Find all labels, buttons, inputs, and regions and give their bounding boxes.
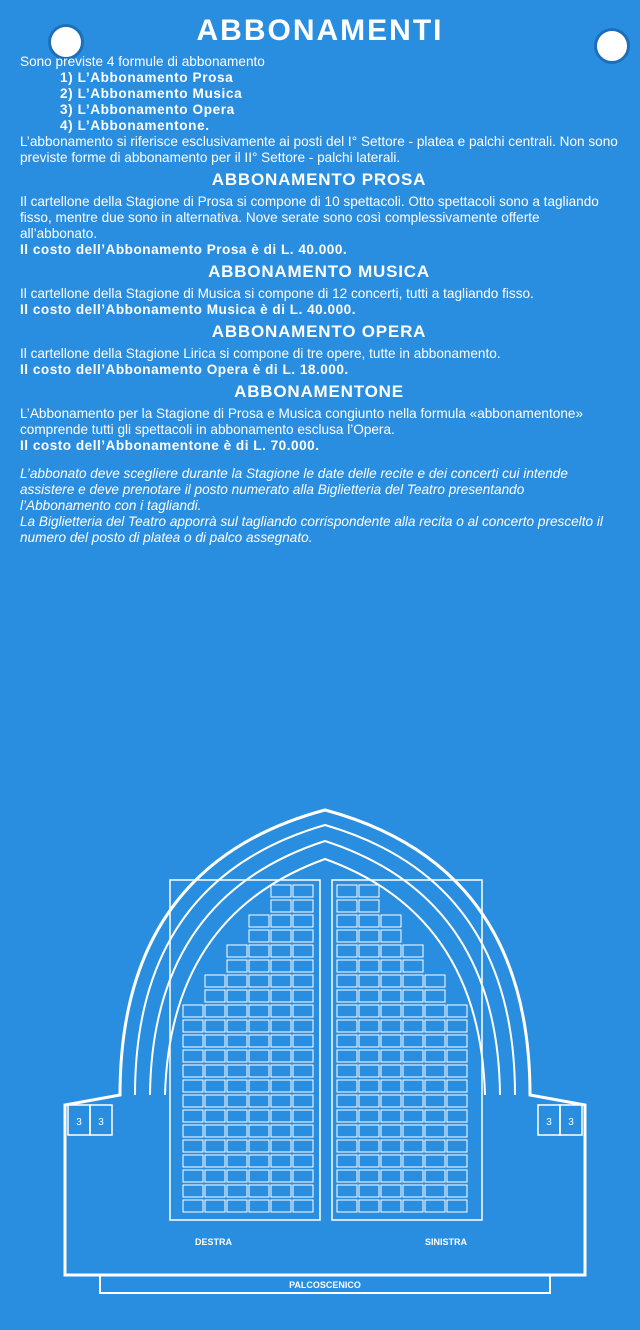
seat <box>447 1095 467 1107</box>
theatre-seating-plan <box>60 805 590 1300</box>
seat <box>381 960 401 972</box>
seat <box>227 1185 247 1197</box>
seat <box>183 1140 203 1152</box>
seat <box>271 1020 291 1032</box>
seat <box>249 1110 269 1122</box>
seat <box>337 915 357 927</box>
seat <box>293 930 313 942</box>
seat <box>447 1155 467 1167</box>
seat <box>447 1005 467 1017</box>
seat <box>381 1005 401 1017</box>
seat <box>381 1095 401 1107</box>
seat <box>271 1095 291 1107</box>
section-text: Il cartellone della Stagione di Musica si compone di 12 concerti, tutti a tagliando fisso. <box>20 286 534 301</box>
seat <box>271 1185 291 1197</box>
seat <box>381 975 401 987</box>
seat <box>403 1200 423 1212</box>
seat <box>403 1110 423 1122</box>
seat <box>403 960 423 972</box>
seat <box>227 1020 247 1032</box>
seat <box>227 1110 247 1122</box>
seat <box>337 1095 357 1107</box>
seat <box>293 1080 313 1092</box>
seat <box>337 1005 357 1017</box>
seat <box>359 1170 379 1182</box>
seat <box>337 1035 357 1047</box>
seat <box>249 990 269 1002</box>
seat <box>337 1065 357 1077</box>
seat <box>183 1065 203 1077</box>
seat <box>425 990 445 1002</box>
seat <box>337 885 357 897</box>
seat <box>293 1035 313 1047</box>
seat <box>337 1140 357 1152</box>
seat <box>359 1140 379 1152</box>
seat <box>425 1005 445 1017</box>
seat <box>425 1050 445 1062</box>
seat <box>381 930 401 942</box>
seat <box>249 1155 269 1167</box>
seat <box>293 1200 313 1212</box>
seat <box>293 1065 313 1077</box>
right-side-label: SINISTRA <box>425 1237 468 1247</box>
seat <box>205 1020 225 1032</box>
seat <box>359 1095 379 1107</box>
page-title: ABBONAMENTI <box>196 14 444 47</box>
seat <box>403 1050 423 1062</box>
seat <box>447 1110 467 1122</box>
seat <box>293 915 313 927</box>
seat <box>293 990 313 1002</box>
seat <box>293 1170 313 1182</box>
seat <box>359 1200 379 1212</box>
seat <box>271 945 291 957</box>
seat <box>403 1035 423 1047</box>
seat <box>337 1185 357 1197</box>
seat <box>337 1110 357 1122</box>
seat <box>293 1155 313 1167</box>
section-text: L’Abbonamento per la Stagione di Prosa e Musica congiunto nella formula «abbonamentone» comprende tutti gli spettacoli in abbonamento esclusa l’Opera. <box>20 406 584 437</box>
seat <box>425 1035 445 1047</box>
seat <box>249 1185 269 1197</box>
box-tier-inner <box>165 859 485 1095</box>
seat <box>381 1200 401 1212</box>
content <box>20 54 618 546</box>
seat <box>205 990 225 1002</box>
seat <box>227 945 247 957</box>
seat <box>271 1140 291 1152</box>
seat <box>227 1005 247 1017</box>
seat <box>227 975 247 987</box>
seat <box>359 990 379 1002</box>
seat <box>271 990 291 1002</box>
seat <box>293 1050 313 1062</box>
seat <box>447 1185 467 1197</box>
seat <box>425 975 445 987</box>
list-item: 1) L’Abbonamento Prosa <box>60 70 234 85</box>
formule-list <box>60 70 618 134</box>
seat <box>271 975 291 987</box>
seat <box>359 945 379 957</box>
seat <box>359 900 379 912</box>
seat <box>381 1155 401 1167</box>
seat <box>403 1020 423 1032</box>
seat <box>227 1200 247 1212</box>
seat <box>227 1065 247 1077</box>
section-heading: ABBONAMENTO OPERA <box>211 322 427 341</box>
section-cost: Il costo dell’Abbonamentone è di L. 70.000. <box>20 438 320 453</box>
seat <box>403 1005 423 1017</box>
seat <box>271 1035 291 1047</box>
seat <box>249 1170 269 1182</box>
seat <box>359 1155 379 1167</box>
seat <box>403 1155 423 1167</box>
side-box-number: 3 <box>76 1117 82 1128</box>
seat <box>183 1050 203 1062</box>
seat <box>403 1140 423 1152</box>
hall-outline <box>65 810 585 1275</box>
list-item: 4) L’Abbonamentone. <box>60 118 210 133</box>
seat <box>183 1185 203 1197</box>
section-cost: Il costo dell’Abbonamento Prosa è di L. 40.000. <box>20 242 348 257</box>
section-text: Il cartellone della Stagione Lirica si compone di tre opere, tutte in abbonamento. <box>20 346 501 361</box>
seat <box>337 1020 357 1032</box>
seat <box>447 1050 467 1062</box>
seat <box>337 1050 357 1062</box>
seat <box>447 1080 467 1092</box>
seat <box>205 1035 225 1047</box>
seat <box>293 1005 313 1017</box>
seat <box>271 1080 291 1092</box>
seat <box>425 1110 445 1122</box>
seat <box>227 1140 247 1152</box>
seat <box>359 960 379 972</box>
seat <box>403 1095 423 1107</box>
seat <box>403 1170 423 1182</box>
list-item: 3) L’Abbonamento Opera <box>60 102 235 117</box>
seat <box>293 1095 313 1107</box>
seat <box>403 1065 423 1077</box>
seat <box>271 900 291 912</box>
seat <box>227 1095 247 1107</box>
seat <box>447 1140 467 1152</box>
seat <box>183 1080 203 1092</box>
seat <box>381 990 401 1002</box>
seat <box>337 1170 357 1182</box>
seat <box>359 1110 379 1122</box>
seat <box>249 1005 269 1017</box>
seat <box>447 1170 467 1182</box>
seat <box>271 1005 291 1017</box>
italic-note: La Biglietteria del Teatro apporrà sul tagliando corrispondente alla recita o al concerto prescelto il numero del posto di platea o di palco assegnato. <box>20 514 603 545</box>
seat <box>227 1050 247 1062</box>
seat <box>205 1080 225 1092</box>
seat <box>425 1080 445 1092</box>
seat <box>249 1140 269 1152</box>
seat <box>183 1005 203 1017</box>
seat <box>359 975 379 987</box>
seat <box>359 1005 379 1017</box>
seat <box>249 960 269 972</box>
seat <box>381 1110 401 1122</box>
seat <box>205 1050 225 1062</box>
seat <box>205 1155 225 1167</box>
seat <box>425 1170 445 1182</box>
seat <box>183 1095 203 1107</box>
seat <box>381 1035 401 1047</box>
seat <box>271 1155 291 1167</box>
seat <box>381 1140 401 1152</box>
seat <box>337 1080 357 1092</box>
seat <box>337 930 357 942</box>
seat <box>227 990 247 1002</box>
seat <box>381 915 401 927</box>
seat <box>381 1050 401 1062</box>
seat <box>183 1170 203 1182</box>
seat <box>293 975 313 987</box>
seat <box>205 1185 225 1197</box>
seat <box>205 1140 225 1152</box>
section-heading: ABBONAMENTO PROSA <box>211 170 427 189</box>
seat <box>447 1065 467 1077</box>
seat <box>271 915 291 927</box>
seat <box>447 1125 467 1137</box>
seat <box>205 975 225 987</box>
section-cost: Il costo dell’Abbonamento Opera è di L. 18.000. <box>20 362 349 377</box>
seat <box>381 1125 401 1137</box>
seat <box>359 1050 379 1062</box>
seat <box>249 1200 269 1212</box>
seat <box>249 1050 269 1062</box>
section-heading: ABBONAMENTO MUSICA <box>208 262 430 281</box>
seat <box>359 1185 379 1197</box>
seat <box>271 1065 291 1077</box>
section-text: Il cartellone della Stagione di Prosa si compone di 10 spettacoli. Otto spettacoli sono a tagliando fisso, mentre due sono in alternativa. Nove serate sono così complessivamente offerte all’abbonato. <box>20 194 599 241</box>
seat <box>425 1125 445 1137</box>
seat <box>337 975 357 987</box>
seat <box>359 1125 379 1137</box>
section-cost: Il costo dell’Abbonamento Musica è di L. 40.000. <box>20 302 356 317</box>
seat <box>183 1125 203 1137</box>
seat <box>271 885 291 897</box>
seat <box>293 945 313 957</box>
seat <box>425 1185 445 1197</box>
seat <box>337 1200 357 1212</box>
seat <box>249 930 269 942</box>
seat <box>205 1005 225 1017</box>
seat <box>403 1080 423 1092</box>
seat <box>403 1185 423 1197</box>
seat <box>271 930 291 942</box>
seat <box>359 885 379 897</box>
seat <box>205 1125 225 1137</box>
seat <box>183 1155 203 1167</box>
seat <box>381 1185 401 1197</box>
seat <box>227 1080 247 1092</box>
seat <box>381 1020 401 1032</box>
list-item: 2) L’Abbonamento Musica <box>60 86 243 101</box>
seat <box>205 1110 225 1122</box>
seat <box>447 1200 467 1212</box>
intro-text: Sono previste 4 formule di abbonamento <box>20 54 265 69</box>
seat <box>293 885 313 897</box>
seat <box>271 1170 291 1182</box>
seat <box>249 1125 269 1137</box>
seat <box>425 1200 445 1212</box>
seat <box>337 1125 357 1137</box>
seat <box>337 990 357 1002</box>
italic-note: L’abbonato deve scegliere durante la Stagione le date delle recite e dei concerti cui intende assistere e deve prenotare il posto numerato alla Biglietteria del Teatro presentando l’Abbonamento con i tagliandi. <box>20 466 568 513</box>
seat <box>337 1155 357 1167</box>
sector-note: L’abbonamento si riferisce esclusivamente ai posti del I° Settore - platea e palchi centrali. Non sono previste forme di abbonamento per il II° Settore - palchi laterali. <box>20 134 618 165</box>
seat <box>227 1125 247 1137</box>
seat <box>249 1035 269 1047</box>
seat <box>249 915 269 927</box>
seat <box>425 1140 445 1152</box>
seat <box>293 1185 313 1197</box>
seat <box>249 945 269 957</box>
seat <box>381 945 401 957</box>
seat <box>359 915 379 927</box>
seat <box>205 1170 225 1182</box>
seat <box>227 960 247 972</box>
seat <box>381 1080 401 1092</box>
seat <box>293 900 313 912</box>
seat <box>249 975 269 987</box>
seat <box>403 990 423 1002</box>
seat <box>425 1065 445 1077</box>
seat <box>183 1200 203 1212</box>
seat <box>337 960 357 972</box>
seat <box>205 1065 225 1077</box>
seat <box>403 975 423 987</box>
seat <box>227 1035 247 1047</box>
seat <box>425 1155 445 1167</box>
seat <box>403 1125 423 1137</box>
seat <box>337 945 357 957</box>
seat <box>183 1035 203 1047</box>
seat <box>271 960 291 972</box>
seat <box>403 945 423 957</box>
seat <box>205 1095 225 1107</box>
seat <box>293 1125 313 1137</box>
left-side-label: DESTRA <box>195 1237 233 1247</box>
seat <box>183 1110 203 1122</box>
seat <box>359 1035 379 1047</box>
seat <box>227 1155 247 1167</box>
seat <box>183 1020 203 1032</box>
section-heading: ABBONAMENTONE <box>234 382 404 401</box>
seat-grid <box>183 885 467 1212</box>
seat <box>293 1140 313 1152</box>
seat <box>425 1020 445 1032</box>
side-box-number: 3 <box>98 1117 104 1128</box>
seat <box>205 1200 225 1212</box>
side-box-number: 3 <box>546 1117 552 1128</box>
seat <box>227 1170 247 1182</box>
seat <box>293 960 313 972</box>
seat <box>249 1020 269 1032</box>
seat <box>447 1035 467 1047</box>
seat <box>425 1095 445 1107</box>
seat <box>381 1170 401 1182</box>
seat <box>271 1200 291 1212</box>
seat <box>249 1080 269 1092</box>
box-tier-outer <box>135 825 515 1095</box>
seat <box>271 1050 291 1062</box>
seat <box>293 1110 313 1122</box>
seat <box>271 1110 291 1122</box>
seat <box>359 1065 379 1077</box>
seat <box>359 1080 379 1092</box>
seat <box>359 1020 379 1032</box>
seat <box>337 900 357 912</box>
seat <box>249 1095 269 1107</box>
seat <box>271 1125 291 1137</box>
seat <box>249 1065 269 1077</box>
stage-label: PALCOSCENICO <box>289 1280 361 1290</box>
seat <box>359 930 379 942</box>
seat <box>293 1020 313 1032</box>
seat <box>381 1065 401 1077</box>
side-box-number: 3 <box>568 1117 574 1128</box>
seat <box>447 1020 467 1032</box>
